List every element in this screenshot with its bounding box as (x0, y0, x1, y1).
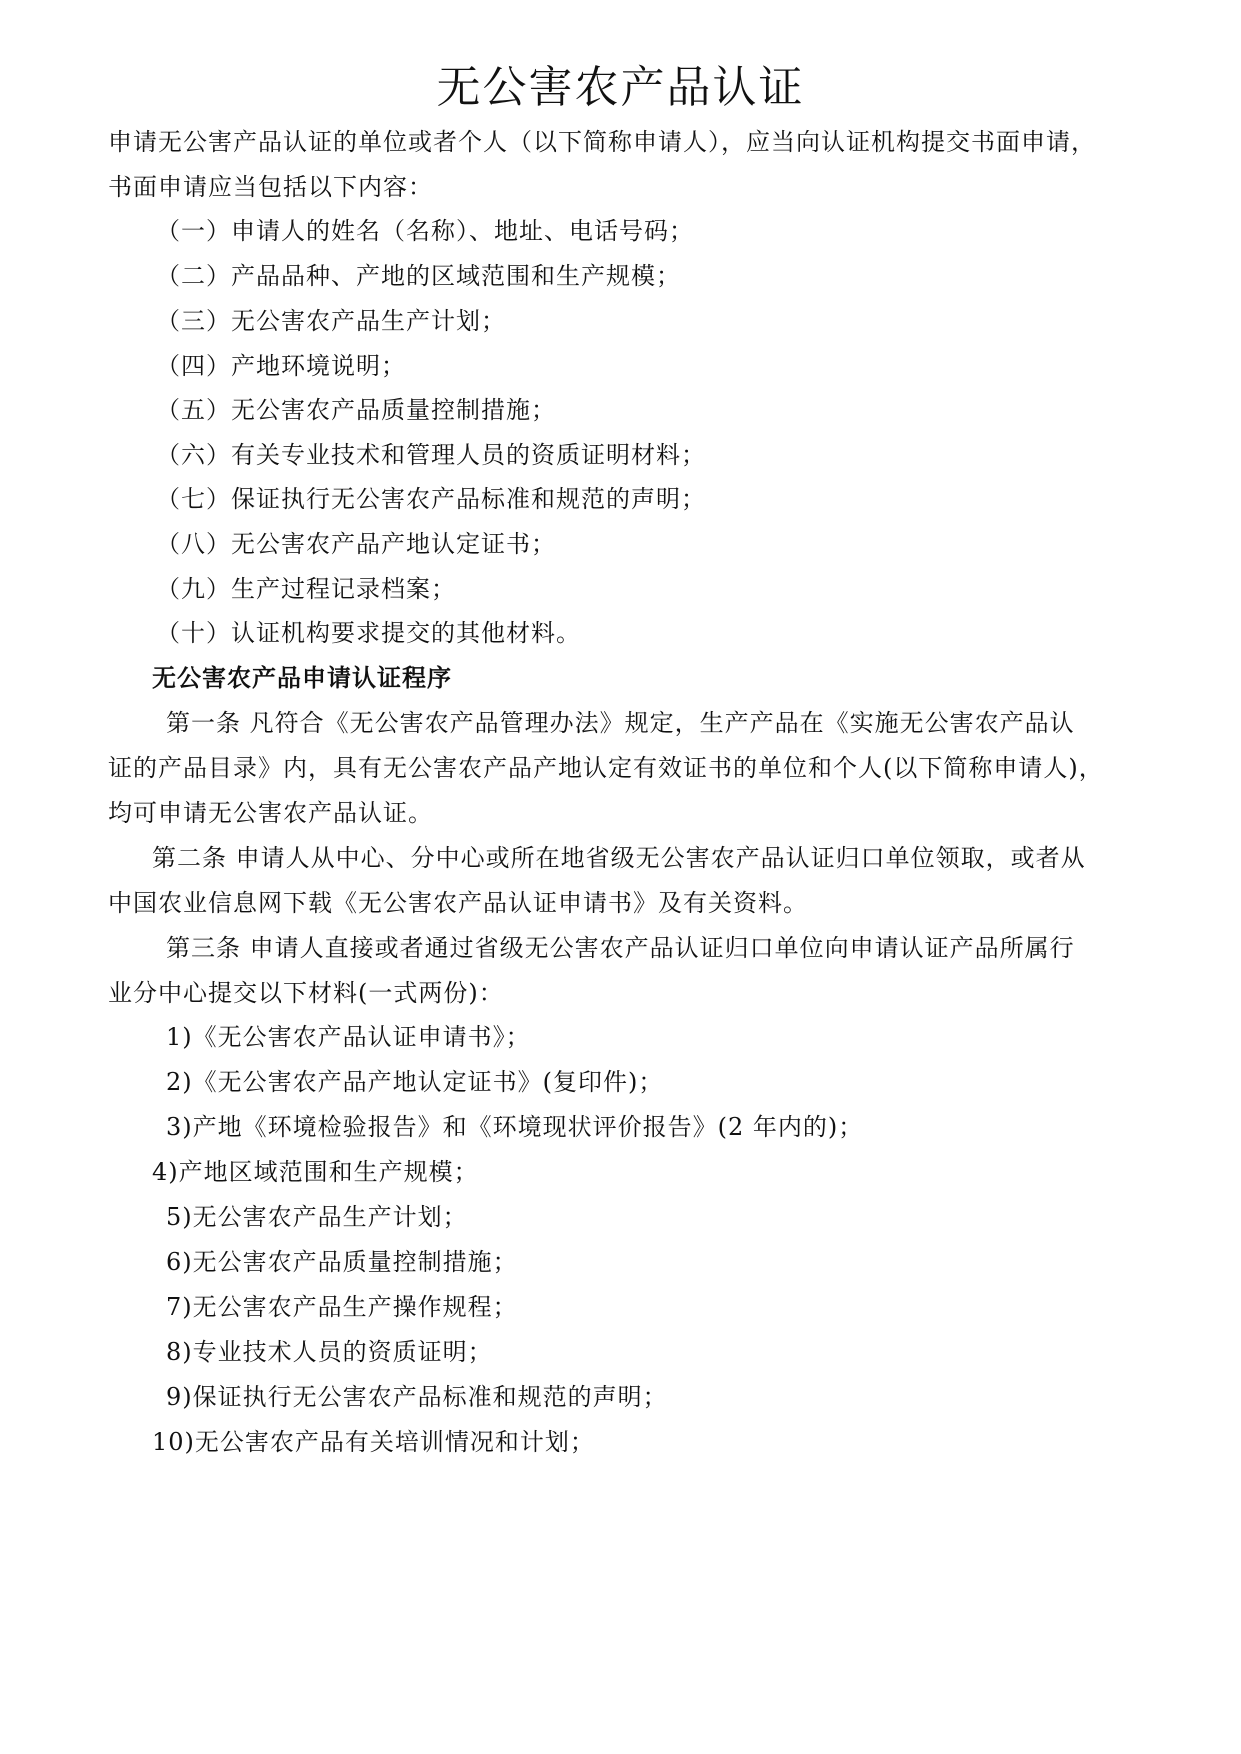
requirement-item: （八）无公害农产品产地认定证书； (156, 530, 556, 558)
requirement-item: （六）有关专业技术和管理人员的资质证明材料； (156, 441, 706, 469)
material-item: 10)无公害农产品有关培训情况和计划； (152, 1428, 595, 1456)
material-item: 1)《无公害农产品认证申请书》； (166, 1023, 531, 1051)
material-item: 9)保证执行无公害农产品标准和规范的声明； (166, 1383, 668, 1411)
material-item: 5)无公害农产品生产计划； (166, 1203, 468, 1231)
article-two-line: 中国农业信息网下载《无公害农产品认证申请书》及有关资料。 (108, 889, 808, 917)
section-heading: 无公害农产品申请认证程序 (152, 663, 452, 692)
material-item: 8)专业技术人员的资质证明； (166, 1338, 493, 1366)
material-item: 2)《无公害农产品产地认定证书》(复印件)； (166, 1068, 664, 1096)
material-item: 7)无公害农产品生产操作规程； (166, 1293, 518, 1321)
article-one-line: 证的产品目录》内，具有无公害农产品产地认定有效证书的单位和个人(以下简称申请人)， (108, 754, 1104, 782)
requirement-item: （十）认证机构要求提交的其他材料。 (156, 619, 581, 647)
requirement-item: （二）产品品种、产地的区域范围和生产规模； (156, 262, 681, 290)
article-three-line: 业分中心提交以下材料(一式两份)： (108, 979, 504, 1007)
requirement-item: （九）生产过程记录档案； (156, 575, 456, 603)
material-item: 3)产地《环境检验报告》和《环境现状评价报告》(2 年内的)； (166, 1113, 864, 1141)
intro-line: 书面申请应当包括以下内容： (108, 173, 433, 201)
requirement-item: （五）无公害农产品质量控制措施； (156, 396, 556, 424)
requirement-item: （四）产地环境说明； (156, 352, 406, 380)
requirement-item: （三）无公害农产品生产计划； (156, 307, 506, 335)
article-two-line: 第二条 申请人从中心、分中心或所在地省级无公害农产品认证归口单位领取，或者从 (152, 844, 1086, 872)
requirement-item: （七）保证执行无公害农产品标准和规范的声明； (156, 485, 706, 513)
article-one-line: 第一条 凡符合《无公害农产品管理办法》规定，生产产品在《实施无公害农产品认 (166, 709, 1075, 737)
material-item: 4)产地区域范围和生产规模； (152, 1158, 479, 1186)
material-item: 6)无公害农产品质量控制措施； (166, 1248, 518, 1276)
document-title: 无公害农产品认证 (436, 62, 805, 113)
intro-line: 申请无公害产品认证的单位或者个人（以下简称申请人），应当向认证机构提交书面申请， (108, 128, 1096, 156)
requirement-item: （一）申请人的姓名（名称）、地址、电话号码； (156, 217, 694, 245)
article-one-line: 均可申请无公害农产品认证。 (108, 799, 433, 827)
article-three-line: 第三条 申请人直接或者通过省级无公害农产品认证归口单位向申请认证产品所属行 (166, 934, 1075, 962)
